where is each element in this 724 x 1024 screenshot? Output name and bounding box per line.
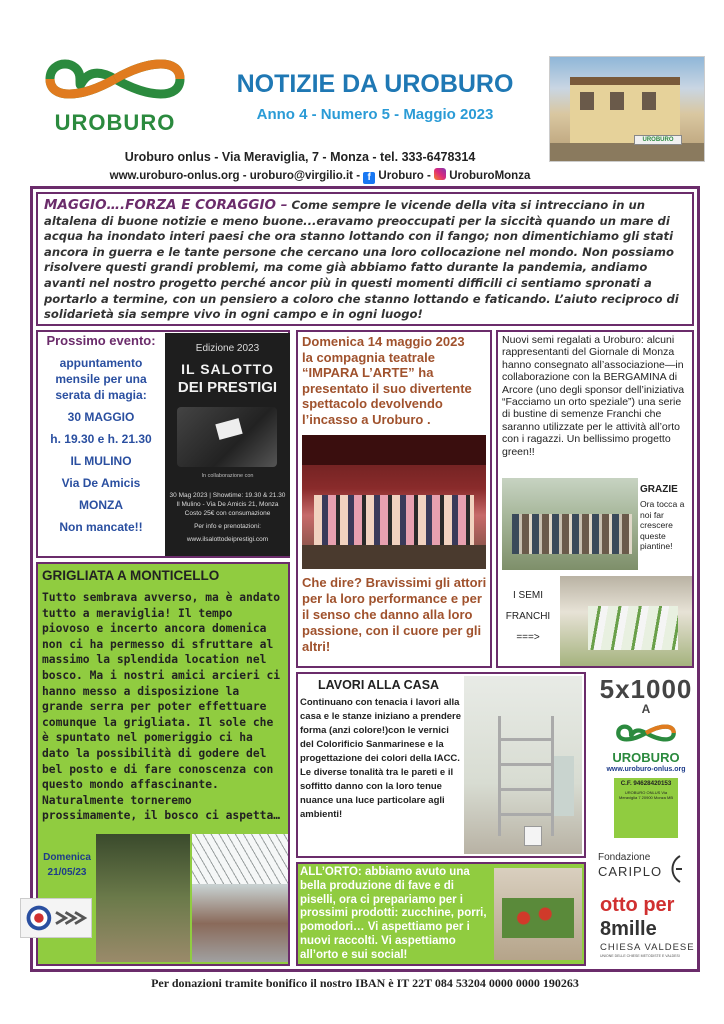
- house-photo: [549, 56, 705, 162]
- contact-address: Uroburo onlus - Via Meraviglia, 7 - Monza - tel. 333-6478314: [124, 150, 476, 164]
- contact-links: www.uroburo-onlus.org - uroburo@virgilio.it - f Uroburo - UroburoMonza: [109, 170, 531, 183]
- uroburo-small-logo-icon: [614, 716, 678, 750]
- seeds-group-photo: [502, 478, 638, 570]
- room-photo: [464, 676, 582, 854]
- five-url[interactable]: www.uroburo-onlus.org: [606, 766, 686, 773]
- garden-body: ALL’ORTO: abbiamo avuto una bella produzione di fave e di piselli, ora ci prepariamo per i prossimi prodotti: zucchine, porri, pomodori… Vi aspettiamo per i nuovi raccolti. Vi aspettiamo all’orto e sui social!: [300, 866, 487, 961]
- thanks-title: GRAZIE: [640, 484, 678, 495]
- otto-word: otto: [600, 894, 638, 916]
- poster-venue: Il Mulino - Via De Amicis 21, Monza: [176, 501, 279, 508]
- poster-cost: Costo 25€ con consumazione: [184, 510, 271, 517]
- facebook-icon: f: [363, 172, 375, 184]
- fiscal-code: C.F. 94628420153: [620, 780, 672, 787]
- seed-packets-photo: [560, 576, 692, 666]
- email-link[interactable]: uroburo@virgilio.it: [249, 170, 353, 182]
- event-text: [38, 333, 164, 535]
- poster-title1: IL SALOTTO: [181, 361, 274, 377]
- house-sign: UROBURO: [634, 135, 682, 145]
- bbq-photo-greenhouse: [192, 834, 288, 962]
- bbq-date: [40, 850, 94, 880]
- thanks-note: [640, 484, 694, 551]
- event-time: h. 19.30 e h. 21.30: [50, 432, 152, 446]
- intro-article: [36, 192, 694, 326]
- chiesa-valdese-sub: UNIONE DELLE CHIESE METODISTE E VALDESI: [600, 954, 680, 958]
- five-a: A: [641, 702, 651, 716]
- poster-info: Per info e prenotazioni:: [194, 523, 261, 530]
- per-word: per: [643, 894, 675, 916]
- poster-title2: DEI PRESTIGI: [177, 379, 278, 396]
- instagram-link[interactable]: UroburoMonza: [449, 170, 531, 182]
- facebook-link[interactable]: Uroburo: [378, 170, 424, 182]
- poster-edition: Edizione 2023: [195, 343, 260, 354]
- bbq-date-value: 21/05/23: [47, 867, 87, 878]
- archery-target-icon: [20, 898, 92, 938]
- five-title: 5x1000: [599, 674, 693, 704]
- eight-digit: 8: [600, 918, 612, 940]
- bbq-photo-garden: [96, 834, 190, 962]
- iban-footer: Per donazioni tramite bonifico il nostro IBAN è IT 22T 084 53204 0000 0000 190263: [151, 976, 579, 990]
- vegetables-photo: [494, 868, 582, 960]
- theatre-caption: Che dire? Bravissimi gli attori per la loro performance e per il senso che danno alla loro passione, con il cuore per gli altri!: [302, 575, 487, 654]
- intro-body: Come sempre le vicende della vita si intrecciano in un altalena di buone notizie e meno buone...eravamo preoccupati per la siccità quando un mare di acqua ha inondato interi paesi che ora stanno lottando con il fango; non dimentichiamo gli stati ancora in guerra e le tante persone che cercano una loro collocazione nel mondo. Non possiamo risolvere questi grandi problemi, ma come già abbiamo fatto durante la pandemia, andiamo avanti nel nostro progetto perché ancor più in questi momenti difficili ci sentiamo spronati a portarlo a termine, con un pensiero a coloro che stanno lottando e faticando. L’aiuto reciproco di solidarietà sia sempre vivo in ogni campo e in ogni luogo!: [44, 198, 679, 322]
- event-closing: Non mancate!!: [59, 520, 143, 534]
- website-link[interactable]: www.uroburo-onlus.org: [109, 170, 240, 182]
- instagram-icon: [434, 168, 446, 180]
- poster-date: 30 Mag 2023 | Showtime: 19.30 & 21.30: [169, 492, 286, 499]
- seeds-text: Nuovi semi regalati a Uroburo: alcuni rappresentanti del Giornale di Monza hanno consegnato all’associazione—in collaborazione con la BERGAMINA di Arcore (uno degli sponsor dell’iniziativa “Facciamo un orto speziale”) una serie di bustine di semenze Franchi che saranno utilizzate per le attività all’orto con i ragazzi. Un bellissimo progetto green!!: [502, 334, 685, 458]
- event-date: 30 MAGGIO: [67, 410, 135, 424]
- uroburo-logo-icon: [40, 44, 190, 114]
- event-heading: Prossimo evento:: [46, 333, 156, 348]
- works-body: Continuano con tenacia i lavori alla casa e le stanze iniziano a prendere forma (anzi colore!)con le vernici del Colorificio Sanmarinese e la progettazione dei colori della IACC. Le diverse tonalità tra le pareti e il soffitto danno con la loro tenue nuance una luce particolare agli ambienti!: [300, 697, 462, 820]
- franchi-line: I SEMI: [512, 590, 543, 601]
- logo-wordmark: UROBURO: [54, 110, 176, 135]
- five-card: [614, 778, 678, 838]
- bbq-date-day: Domenica: [43, 852, 91, 863]
- mille-word: mille: [611, 918, 657, 940]
- poster-site[interactable]: www.ilsalottodeiprestigi.com: [186, 536, 269, 543]
- franchi-line: FRANCHI: [505, 611, 551, 622]
- thanks-body: Ora tocca a noi far crescere queste piantine!: [640, 499, 685, 552]
- event-venue: IL MULINO: [70, 454, 132, 468]
- five-logo-word: UROBURO: [612, 750, 680, 765]
- five-card-text: UROBURO ONLUS Via Meraviglia 7 20900 Monza MB: [618, 790, 674, 800]
- poster-collab: In collaborazione con: [201, 473, 254, 479]
- intro-heading: MAGGIO….FORZA E CORAGGIO –: [44, 197, 288, 213]
- bbq-body: Tutto sembrava avverso, ma è andato tutto a meraviglia! Il tempo piovoso e incerto ancora domenica non ci ha permesso di sfruttare al massimo la splendida location nel bosco. Ma i nostri amici arcieri ci hanno messo a disposizione la grande serra per poter effettuare comunque la grigliata. Il sole che è spuntato nel pomeriggio ci ha dato la possibilità di godere del bel posto e di fare conoscenza con questo mondo affascinante. Naturalmente torneremo prossimamente, il bosco ci aspetta…: [42, 591, 281, 823]
- otto-per-mille-logo: [596, 892, 696, 962]
- cariplo-fondazione: Fondazione: [598, 852, 651, 863]
- newsletter-title: NOTIZIE DA UROBURO: [236, 70, 514, 98]
- bbq-heading: GRIGLIATA A MONTICELLO: [42, 568, 220, 583]
- theatre-text: [302, 334, 488, 427]
- cariplo-logo: [596, 852, 696, 886]
- five-per-thousand-block: [596, 674, 696, 844]
- poster-details: [167, 491, 288, 518]
- event-line: appuntamento mensile per una serata di magia:: [55, 356, 147, 402]
- cariplo-name: CARIPLO: [598, 864, 663, 879]
- issue-info: Anno 4 - Numero 5 - Maggio 2023: [256, 106, 494, 123]
- franchi-arrow: ===>: [516, 632, 540, 643]
- theatre-heading: Domenica 14 maggio 2023: [302, 334, 465, 349]
- cariplo-mark-icon: [668, 854, 684, 884]
- event-street: Via De Amicis: [61, 476, 141, 490]
- poster-hands-image: [177, 407, 277, 467]
- chiesa-valdese: CHIESA VALDESE: [600, 942, 695, 953]
- event-city: MONZA: [79, 498, 123, 512]
- theatre-photo: [302, 435, 486, 569]
- franchi-label: [500, 585, 556, 648]
- event-poster: [165, 333, 290, 556]
- theatre-body: la compagnia teatrale “IMPARA L’ARTE” ha presentato il suo divertente spettacolo devolvendo l’incasso a Uroburo .: [302, 349, 472, 427]
- works-heading: LAVORI ALLA CASA: [318, 678, 440, 692]
